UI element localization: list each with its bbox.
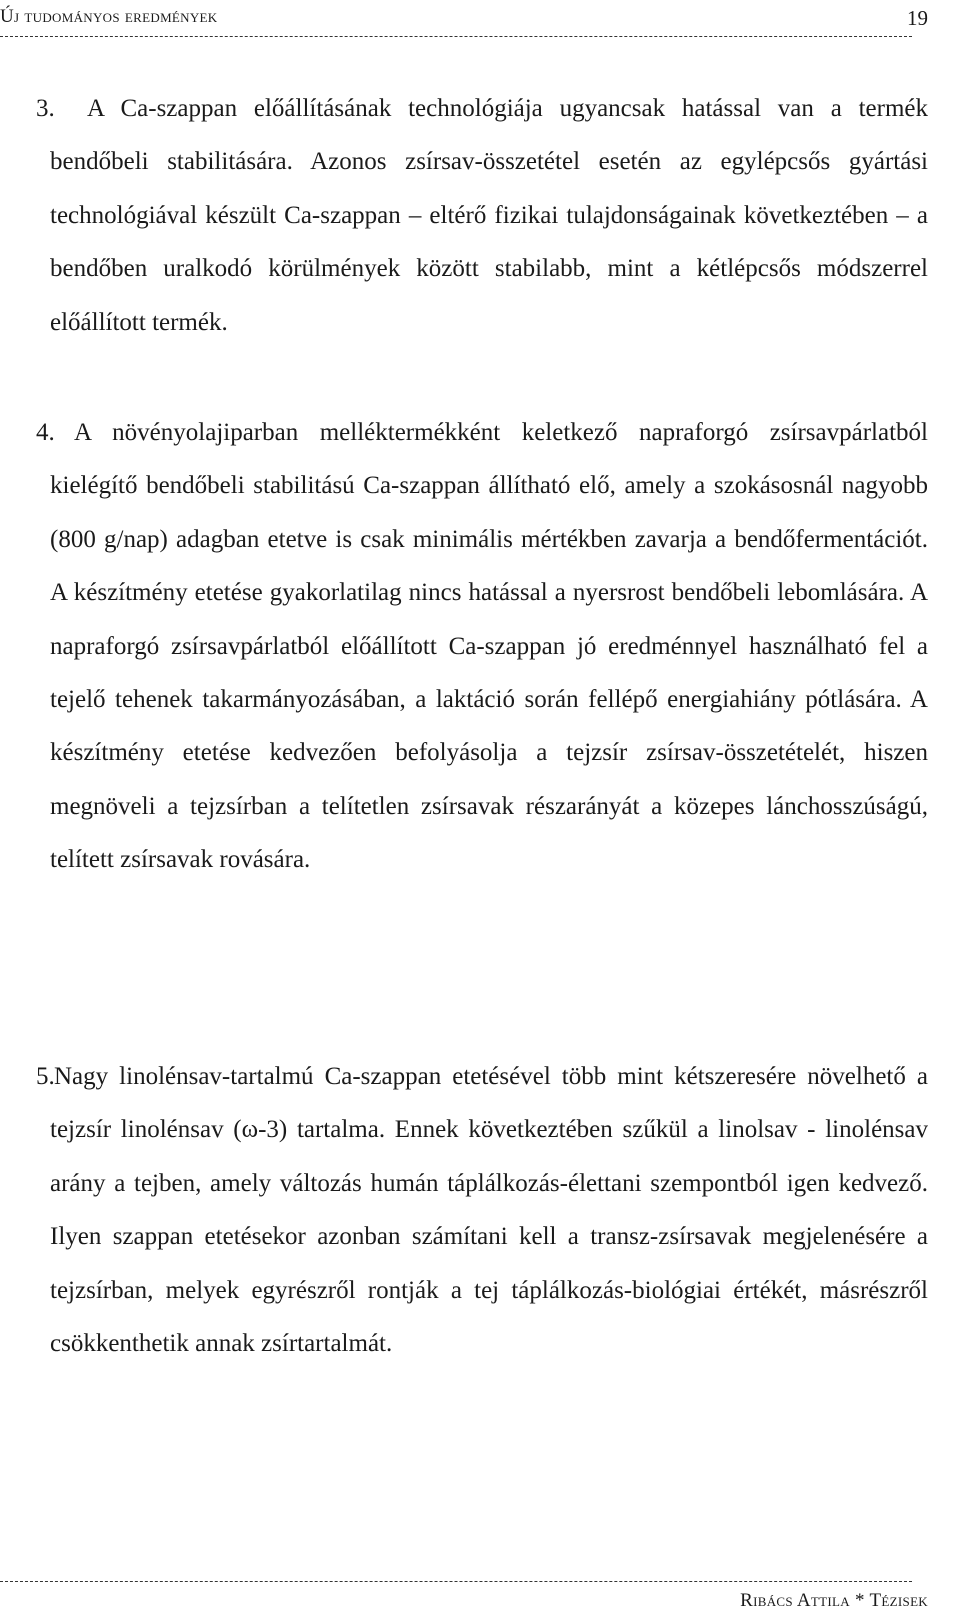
page-number: 19 — [907, 6, 928, 30]
running-footer: Ribács Attila * Tézisek — [740, 1590, 928, 1611]
footer-divider — [0, 1581, 912, 1582]
running-header — [0, 6, 928, 32]
result-item-text: Nagy linolénsav-tartalmú Ca-szappan etetésével több mint kétszeresére növelhető a tejzsír linolénsav (ω-3) tartalma. Ennek következtében szűkül a linolsav - linolénsav arány a tejben, amely változás humán táplálkozás-élettani szempontból igen kedvező. Ilyen szappan etetésekor azonban számítani kell a transz-zsírsavak megjelenésére a tejzsírban, melyek egyrészről rontják a tej táplálkozás-biológiai értékét, másrészről csökkenthetik annak zsírtartalmát. — [50, 1063, 928, 1358]
result-item-3 — [50, 82, 928, 349]
item-number: 4. — [36, 419, 55, 446]
result-item-text: A Ca-szappan előállításának technológiája ugyancsak hatással van a termék bendőbeli stabilitására. Azonos zsírsav-összetétel esetén az egylépcsős gyártási technológiával készült Ca-szappan – eltérő fizikai tulajdonságainak következtében – a bendőben uralkodó körülmények között stabilabb, mint a kétlépcsős módszerrel előállított termék. — [50, 95, 928, 336]
header-divider — [0, 36, 912, 37]
item-number: 5. — [36, 1063, 55, 1090]
result-item-text: A növényolajiparban melléktermékként keletkező napraforgó zsírsavpárlatból kielégítő bendőbeli stabilitású Ca-szappan állítható elő, amely a szokásosnál nagyobb (800 g/nap) adagban etetve is csak minimális mértékben zavarja a bendőfermentációt. A készítmény etetése gyakorlatilag nincs hatással a nyersrost bendőbeli lebomlására. A napraforgó zsírsavpárlatból előállított Ca-szappan jó eredménnyel használható fel a tejelő tehenek takarmányozásában, a laktáció során fellépő energiahiány pótlására. A készítmény etetése kedvezően befolyásolja a tejzsír zsírsav-összetételét, hiszen megnöveli a tejzsírban a telítetlen zsírsavak részarányát a közepes lánchosszúságú, telített zsírsavak rovására. — [50, 419, 928, 874]
header-title: Új tudományos eredmények — [0, 6, 218, 27]
result-item-4 — [50, 406, 928, 887]
item-number: 3. — [36, 95, 55, 122]
result-item-5 — [50, 1050, 928, 1370]
